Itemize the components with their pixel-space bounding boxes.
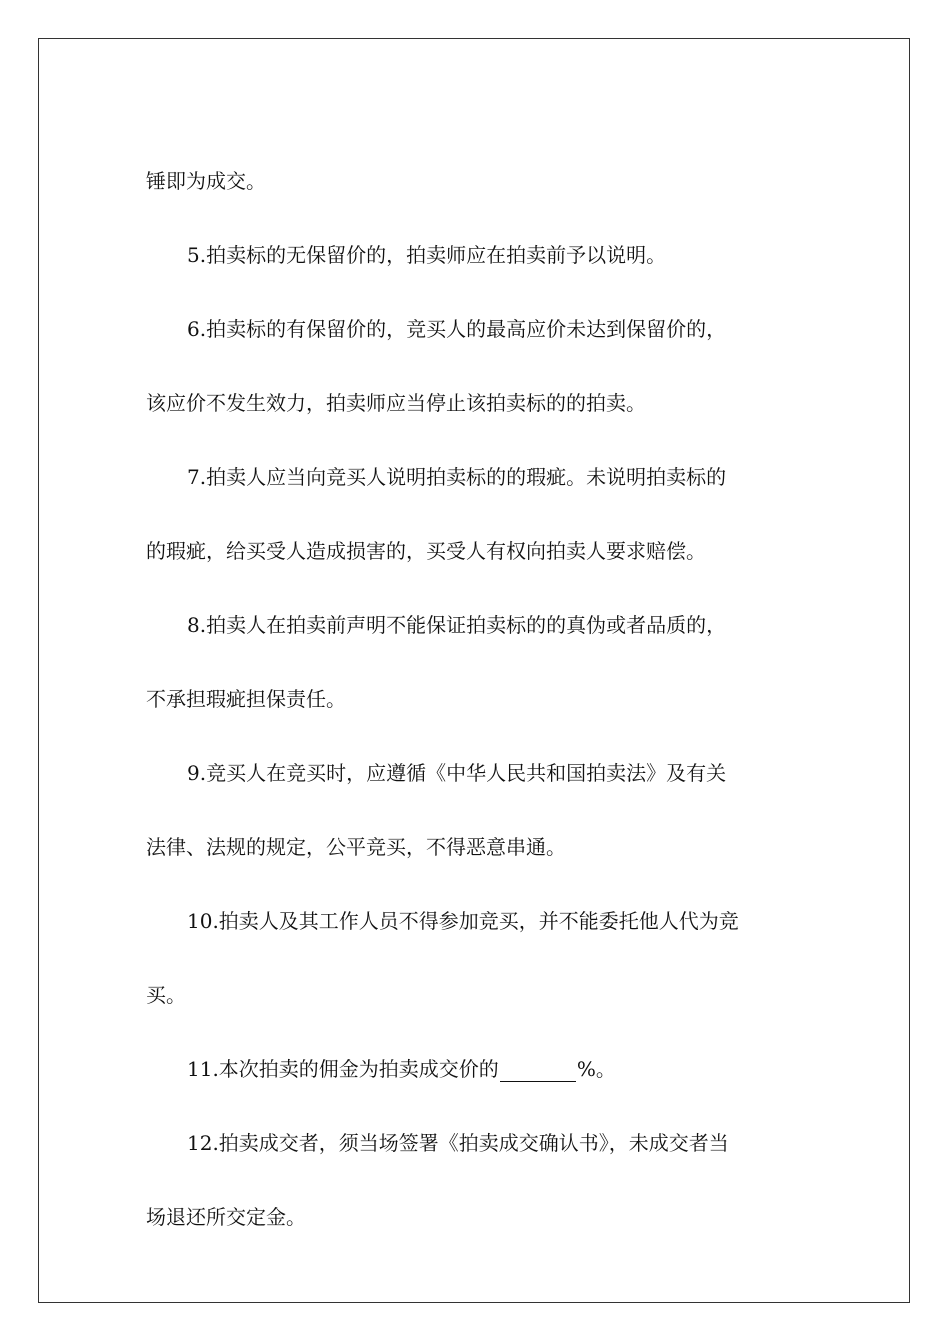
clause-9: 9.竞买人在竞买时，应遵循《中华人民共和国拍卖法》及有关 (187, 761, 727, 785)
clause-11-prefix: 11.本次拍卖的佣金为拍卖成交价的 (187, 1057, 499, 1081)
commission-blank (500, 1061, 576, 1082)
text-line: 的瑕疵，给买受人造成损害的，买受人有权向拍卖人要求赔偿。 (146, 539, 706, 563)
page-frame (38, 38, 910, 1303)
document-body (146, 169, 846, 1279)
text-line: 法律、法规的规定，公平竞买，不得恶意串通。 (146, 835, 566, 859)
text-line: 买。 (146, 983, 186, 1007)
text-line: 锤即为成交。 (146, 169, 266, 193)
clause-6: 6.拍卖标的有保留价的，竞买人的最高应价未达到保留价的， (187, 317, 727, 341)
clause-12: 12.拍卖成交者，须当场签署《拍卖成交确认书》，未成交者当 (187, 1131, 729, 1155)
text-line: 场退还所交定金。 (146, 1205, 306, 1229)
clause-11-suffix: %。 (576, 1057, 616, 1081)
clause-7: 7.拍卖人应当向竞买人说明拍卖标的的瑕疵。未说明拍卖标的 (187, 465, 727, 489)
clause-8: 8.拍卖人在拍卖前声明不能保证拍卖标的的真伪或者品质的， (187, 613, 727, 637)
clause-10: 10.拍卖人及其工作人员不得参加竞买，并不能委托他人代为竞 (187, 909, 739, 933)
clause-5: 5.拍卖标的无保留价的，拍卖师应在拍卖前予以说明。 (187, 243, 667, 267)
text-line: 不承担瑕疵担保责任。 (146, 687, 346, 711)
clause-11 (146, 1057, 846, 1082)
text-line: 该应价不发生效力，拍卖师应当停止该拍卖标的的拍卖。 (146, 391, 646, 415)
